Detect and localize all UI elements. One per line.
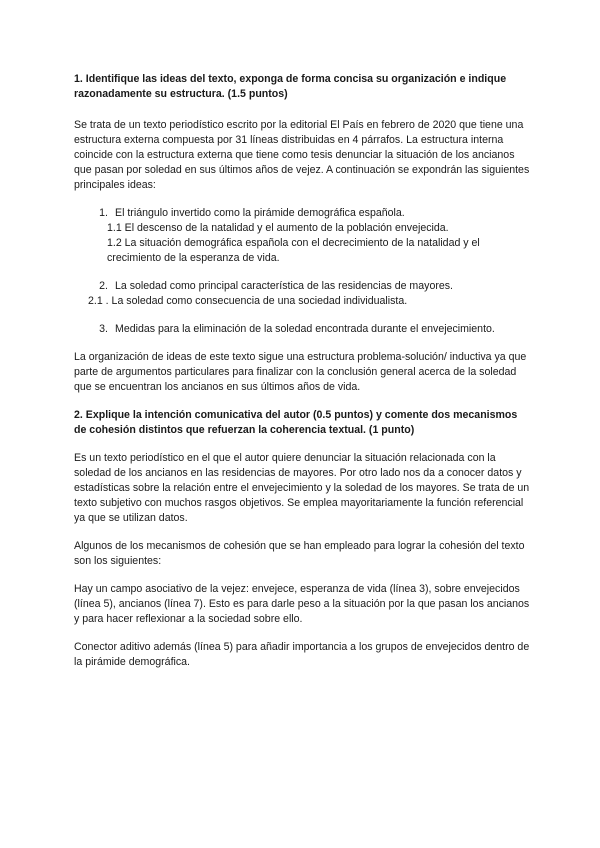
idea-text: Medidas para la eliminación de la soledad encontrada durante el envejecimiento. bbox=[115, 323, 495, 335]
question-2-paragraph-2: Algunos de los mecanismos de cohesión que se han empleado para lograr la cohesión del texto son los siguientes: bbox=[74, 540, 525, 567]
idea-item-3 bbox=[74, 322, 532, 337]
idea-number: 1. bbox=[99, 207, 108, 219]
idea-number: 3. bbox=[99, 323, 108, 335]
idea-text: La soledad como principal característica de las residencias de mayores. bbox=[115, 280, 453, 292]
question-2-paragraph-3: Hay un campo asociativo de la vejez: envejece, esperanza de vida (línea 3), sobre envejecidos (línea 5), ancianos (línea 7). Esto es para darle peso a la situación por la que pasan los ancianos y para hacer reflexionar a la sociedad sobre ello. bbox=[74, 583, 530, 625]
question-2-paragraph-1: Es un texto periodístico en el que el autor quiere denunciar la situación relacionada con la soledad de los ancianos en las residencias de mayores. Por otro lado nos da a conocer datos y estadísticas sobre la relación entre el envejecimiento y la soledad de los mayores. Se trata de un texto subjetivo con muchos rasgos objetivos. Se emplea mayoritariamente la función referencial ya que se utilizan datos. bbox=[74, 452, 530, 524]
idea-item-2 bbox=[74, 279, 532, 294]
subidea-2-1: 2.1 . La soledad como consecuencia de una sociedad individualista. bbox=[88, 295, 408, 307]
idea-number: 2. bbox=[99, 280, 108, 292]
question-2-heading: 2. Explique la intención comunicativa del autor (0.5 puntos) y comente dos mecanismos de cohesión distintos que refuerzan la coherencia textual. (1 punto) bbox=[74, 409, 518, 436]
subidea-1-2: 1.2 La situación demográfica española con el decrecimiento de la natalidad y el crecimiento de la esperanza de vida. bbox=[107, 237, 480, 264]
ideas-list bbox=[74, 206, 532, 337]
subidea-1-1: 1.1 El descenso de la natalidad y el aumento de la población envejecida. bbox=[107, 222, 449, 234]
question-1-heading: 1. Identifique las ideas del texto, exponga de forma concisa su organización e indique razonadamente su estructura. (1.5 puntos) bbox=[74, 73, 507, 100]
question-2-paragraph-4: Conector aditivo además (línea 5) para añadir importancia a los grupos de envejecidos dentro de la pirámide demográfica. bbox=[74, 641, 530, 668]
idea-text: El triángulo invertido como la pirámide demográfica española. bbox=[115, 207, 405, 219]
idea-item-1 bbox=[74, 206, 532, 221]
question-1-conclusion: La organización de ideas de este texto sigue una estructura problema-solución/ inductiva ya que parte de argumentos particulares para finalizar con la conclusión general acerca de la soledad que se encuentran los ancianos en sus últimos años de vida. bbox=[74, 351, 527, 393]
question-1-intro: Se trata de un texto periodístico escrito por la editorial El País en febrero de 2020 que tiene una estructura externa compuesta por 31 líneas distribuidas en 4 párrafos. La estructura interna coincide con la estructura externa que tiene como tesis denunciar la situación de los ancianos que pasan por soledad en sus últimos años de vejez. A continuación se expondrán las siguientes principales ideas: bbox=[74, 119, 530, 191]
document-content bbox=[74, 72, 532, 670]
